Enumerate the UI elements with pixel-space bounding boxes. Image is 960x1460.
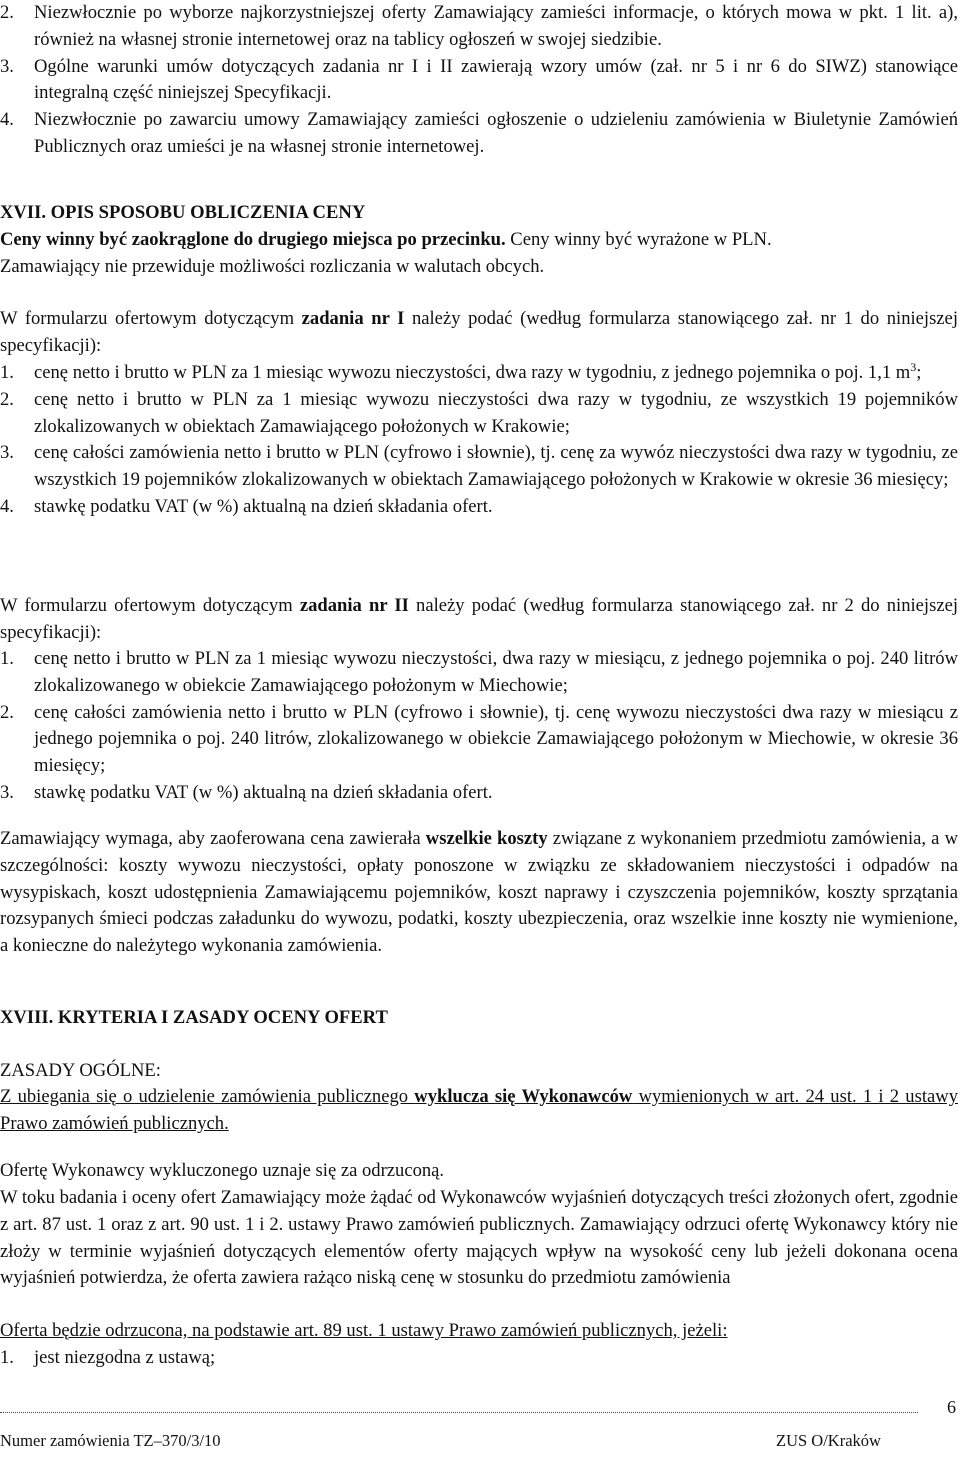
list-item-number: 2. bbox=[0, 388, 14, 410]
footer-institution: ZUS O/Kraków bbox=[776, 1431, 881, 1450]
list-item-text: cenę całości zamówienia netto i brutto w PLN (cyfrowo i słownie), tj. cenę za wywóz nieczystości dwa razy w tygodniu, ze wszystkich 19 pojemników zlokalizowanych w obiektach Zamawiającego położonych w Krakowie w okresie 36 miesięcy; bbox=[34, 442, 958, 491]
list-item-number: 3. bbox=[0, 781, 14, 803]
section-17 bbox=[0, 200, 958, 280]
list-item bbox=[0, 700, 958, 780]
list-item bbox=[0, 0, 958, 54]
list-item-text-main: cenę netto i brutto w PLN za 1 miesiąc wywozu nieczystości, dwa razy w tygodniu, z jednego pojemnika o poj. 1,1 m bbox=[34, 362, 911, 383]
list-item-number: 1. bbox=[0, 362, 14, 383]
superscript: 3 bbox=[910, 359, 917, 374]
list-item bbox=[0, 360, 958, 387]
task-2-label: zadania nr II bbox=[299, 595, 409, 616]
task-1-intro-text: W formularzu ofertowym dotyczącym bbox=[0, 308, 302, 329]
footer-divider bbox=[0, 1412, 918, 1413]
exclusion-text: Z ubiegania się o udzielenie zamówienia publicznego bbox=[0, 1086, 415, 1107]
task-1-list bbox=[0, 360, 958, 521]
task-1-label: zadania nr I bbox=[301, 308, 405, 329]
general-rules-heading: ZASADY OGÓLNE: bbox=[0, 1060, 161, 1081]
list-item-number: 1. bbox=[0, 648, 14, 669]
list-item bbox=[0, 780, 958, 807]
rounding-rule bbox=[0, 227, 958, 254]
list-item-text: cenę netto i brutto w PLN za 1 miesiąc wywozu nieczystości dwa razy w tygodniu, ze wszystkich 19 pojemników zlokalizowanych w obiektach Zamawiającego położonych w Krakowie; bbox=[34, 388, 958, 437]
currency-note: Zamawiający nie przewiduje możliwości rozliczania w walutach obcych. bbox=[0, 255, 545, 277]
section-18-heading: XVIII. KRYTERIA I ZASADY OCENY OFERT bbox=[0, 1007, 388, 1028]
list-item-text: cenę całości zamówienia netto i brutto w PLN (cyfrowo i słownie), tj. cenę wywozu nieczystości dwa razy w miesiącu z jednego pojemnika o poj. 240 litrów, zlokalizowanego w obiekcie Zamawiającego położonym w Miechowie, w okresie 36 miesięcy; bbox=[34, 701, 958, 777]
list-item bbox=[0, 440, 958, 494]
list-item bbox=[0, 387, 958, 441]
list-item-text: Ogólne warunki umów dotyczących zadania nr I i II zawierają wzory umów (zał. nr 5 i nr 6 do SIWZ) stanowiące integralną część niniejszej Specyfikacji. bbox=[34, 55, 958, 104]
list-item-text: Niezwłocznie po wyborze najkorzystniejszej oferty Zamawiający zamieści informacje, o których mowa w pkt. 1 lit. a), również na własnej stronie internetowej oraz na tablicy ogłoszeń w swojej siedzibie. bbox=[34, 2, 958, 50]
list-item-text: stawkę podatku VAT (w %) aktualną na dzień składania ofert. bbox=[34, 781, 493, 803]
section-17-heading: XVII. OPIS SPOSOBU OBLICZENIA CENY bbox=[0, 202, 366, 223]
task-2-intro bbox=[0, 593, 958, 647]
task-2-intro-text: W formularzu ofertowym dotyczącym bbox=[0, 595, 300, 616]
footer-order-number: Numer zamówienia TZ–370/3/10 bbox=[0, 1431, 221, 1450]
task-2-intro-text-2: należy podać (według formularza stanowiącego zał. nr 2 do niniejszej specyfikacji): bbox=[0, 595, 959, 643]
list-item-number: 3. bbox=[0, 442, 14, 464]
list-item bbox=[0, 494, 958, 521]
list-item-number: 1. bbox=[0, 1347, 14, 1368]
rejection-list bbox=[0, 1345, 958, 1372]
clarification-paragraph: W toku badania i oceny ofert Zamawiający może żądać od Wykonawców wyjaśnień dotyczących treści złożonych ofert, zgodnie z art. 87 ust. 1 oraz z art. 90 ust. 1 i 2. ustawy Prawo zamówień publicznych. Zamawiający odrzuci ofertę Wykonawcy który nie złoży w terminie wyjaśnień dotyczących elementów oferty mających wpływ na wysokość ceny lub jeżeli dokonana ocena wyjaśnień potwierdza, że oferta zawiera rażąco niską cenę w stosunku do przedmiotu zamówienia bbox=[0, 1187, 958, 1289]
list-item-text bbox=[34, 360, 958, 387]
list-item-number: 4. bbox=[0, 495, 14, 517]
list-item-text: Niezwłocznie po zawarciu umowy Zamawiający zamieści ogłoszenie o udzieleniu zamówienia w Biuletynie Zamówień Publicznych oraz umieści je na własnej stronie internetowej. bbox=[34, 109, 958, 157]
list-item-text: jest niezgodna z ustawą; bbox=[34, 1347, 216, 1368]
list-item-text: cenę netto i brutto w PLN za 1 miesiąc wywozu nieczystości, dwa razy w miesiącu, z jednego pojemnika o poj. 240 litrów zlokalizowanego w obiekcie Zamawiającego położonym w Miechowie; bbox=[34, 648, 958, 696]
costs-text: Zamawiający wymaga, aby zaoferowana cena zawierała bbox=[0, 828, 426, 849]
list-item bbox=[0, 1345, 958, 1372]
task-1-intro bbox=[0, 306, 958, 360]
exclusion-bold: wyklucza się Wykonawców bbox=[414, 1086, 633, 1107]
list-item-number: 4. bbox=[0, 109, 14, 131]
costs-text-2: związane z wykonaniem przedmiotu zamówienia, a w szczególności: koszty wywozu nieczystości, opłaty ponoszone w związku ze składowaniem nieczystości i odpadów na wysypiskach, koszt udostępnienia Zamawiającemu pojemników, koszt naprawy i czyszczenia pojemników, koszty sprzątania rozsypanych śmieci podczas załadunku do wywozu, podatki, koszty ubezpieczenia, oraz wszelkie inne koszty nie wymienione, a konieczne do należytego wykonania zamówienia. bbox=[0, 828, 959, 957]
rejected-offer-note: Ofertę Wykonawcy wykluczonego uznaje się za odrzuconą. bbox=[0, 1160, 445, 1181]
rounding-rule-bold: Ceny winny być zaokrąglone do drugiego miejsca po przecinku. bbox=[0, 228, 506, 250]
top-numbered-list bbox=[0, 0, 958, 161]
list-item-number: 2. bbox=[0, 701, 14, 723]
exclusion-paragraph bbox=[0, 1084, 958, 1138]
list-item bbox=[0, 646, 958, 700]
task-2-list bbox=[0, 646, 958, 807]
list-item-text: stawkę podatku VAT (w %) aktualną na dzień składania ofert. bbox=[34, 495, 493, 517]
list-item bbox=[0, 54, 958, 108]
list-item-number: 2. bbox=[0, 2, 14, 23]
exclusion-text-2: wymienionych w art. 24 ust. 1 i 2 ustawy Prawo zamówień publicznych. bbox=[0, 1086, 958, 1134]
costs-paragraph bbox=[0, 826, 958, 960]
list-item-text-end: ; bbox=[916, 362, 922, 383]
list-item-number: 3. bbox=[0, 55, 14, 77]
list-item bbox=[0, 107, 958, 161]
rejection-heading: Oferta będzie odrzucona, na podstawie art. 89 ust. 1 ustawy Prawo zamówień publicznych, jeżeli: bbox=[0, 1320, 728, 1341]
costs-bold: wszelkie koszty bbox=[425, 828, 548, 849]
page-number: 6 bbox=[947, 1397, 956, 1417]
task-1-intro-text-2: należy podać (według formularza stanowiącego zał. nr 1 do niniejszej specyfikacji): bbox=[0, 308, 958, 356]
rounding-rule-rest: Ceny winny być wyrażone w PLN. bbox=[505, 228, 772, 250]
